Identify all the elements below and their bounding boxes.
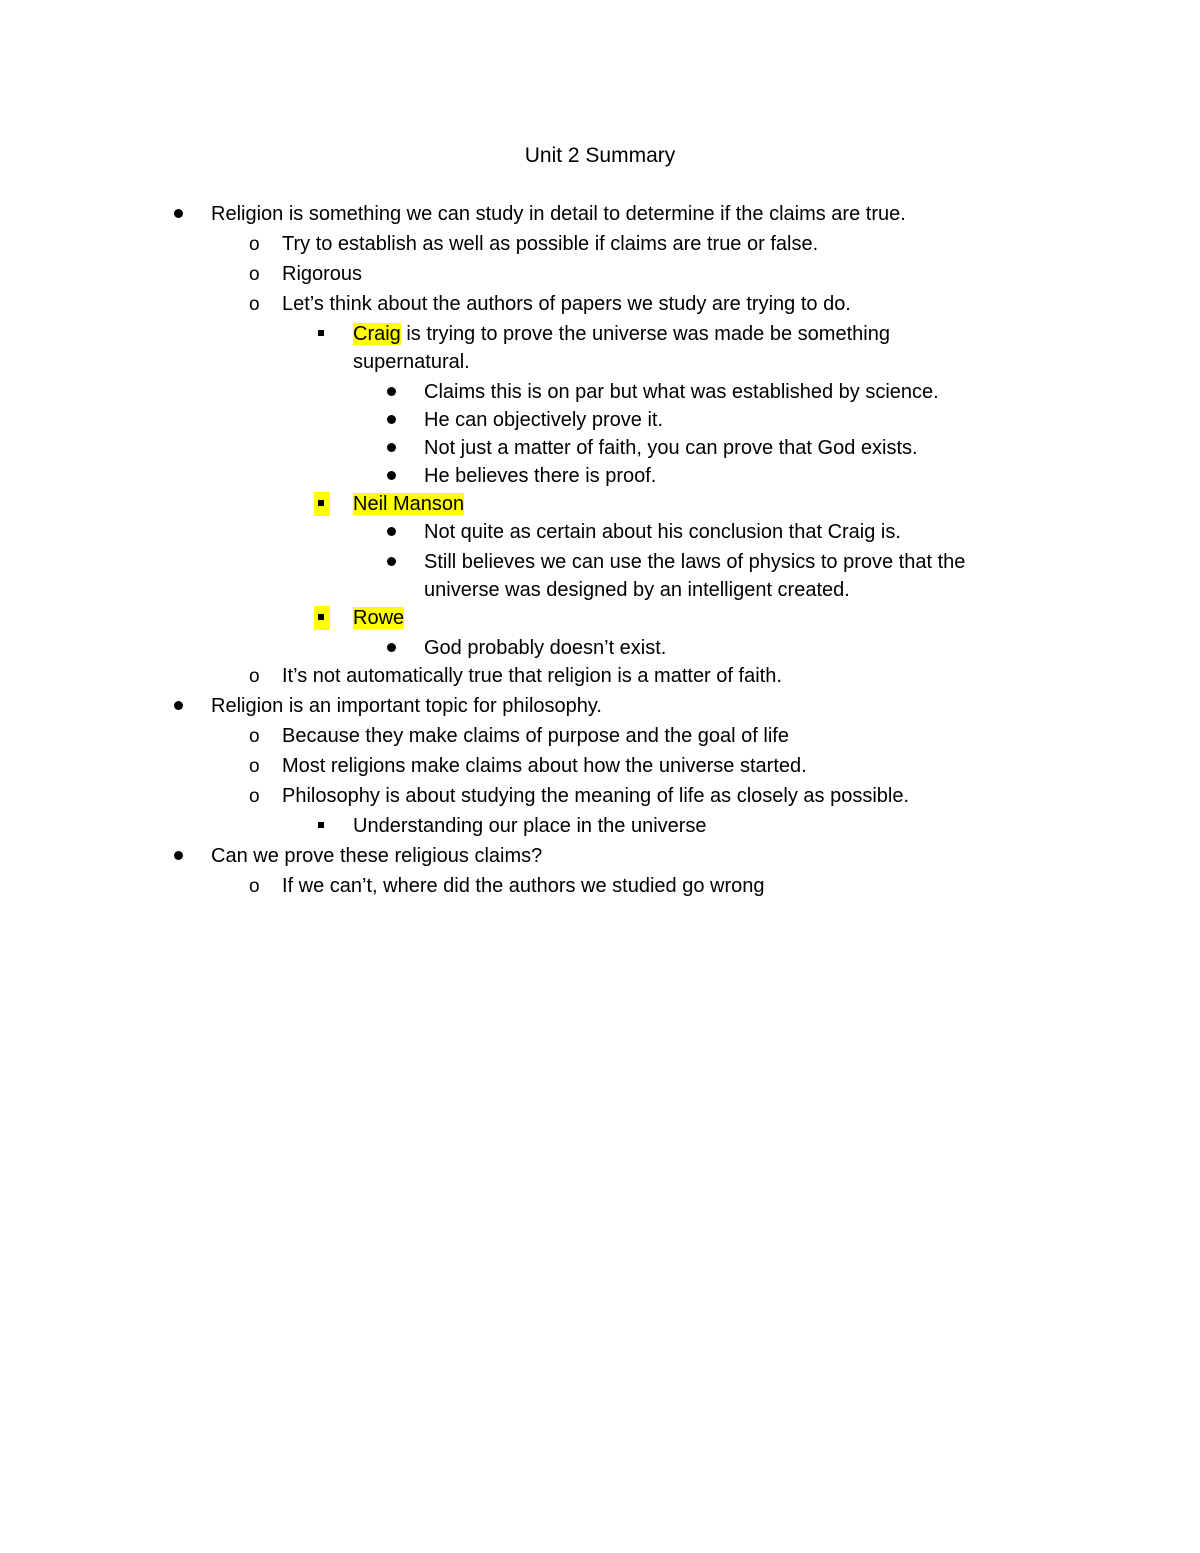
list-item: o Try to establish as well as possible if claims are true or false. [0, 230, 1200, 258]
list-item: o Because they make claims of purpose and the goal of life [0, 722, 1200, 750]
bullet-dot-icon [387, 634, 396, 662]
outline [0, 200, 1200, 900]
list-item: God probably doesn’t exist. [0, 634, 1200, 662]
bullet-circle-icon: o [249, 756, 260, 777]
list-item-continuation: universe was designed by an intelligent created. [424, 579, 850, 601]
bullet-dot-icon [174, 842, 183, 870]
list-item: Not quite as certain about his conclusion that Craig is. [0, 518, 1200, 546]
list-item: Still believes we can use the laws of physics to prove that the [0, 548, 1200, 576]
list-item: o Most religions make claims about how the universe started. [0, 752, 1200, 780]
bullet-dot-icon [174, 692, 183, 720]
bullet-square-icon [318, 320, 324, 348]
bullet-circle-icon: o [249, 876, 260, 897]
highlighted-name: Craig [353, 323, 401, 345]
highlighted-name: Neil Manson [353, 493, 465, 515]
bullet-circle-icon: o [249, 294, 260, 315]
list-item [0, 604, 1200, 632]
bullet-circle-icon: o [249, 726, 260, 747]
list-item: He can objectively prove it. [0, 406, 1200, 434]
list-item: o If we can’t, where did the authors we studied go wrong [0, 872, 1200, 900]
bullet-square-icon [318, 812, 324, 840]
bullet-circle-icon: o [249, 264, 260, 285]
list-item: Can we prove these religious claims? [0, 842, 1200, 870]
list-item: o Rigorous [0, 260, 1200, 288]
bullet-circle-icon: o [249, 666, 260, 687]
highlighted-name: Rowe [353, 607, 405, 629]
list-item: Religion is an important topic for philosophy. [0, 692, 1200, 720]
bullet-dot-icon [174, 200, 183, 228]
list-item: He believes there is proof. [0, 462, 1200, 490]
bullet-square-icon [314, 490, 330, 518]
list-item-continuation: supernatural. [353, 351, 470, 373]
bullet-dot-icon [387, 518, 396, 546]
bullet-circle-icon: o [249, 786, 260, 807]
list-item: o Philosophy is about studying the meaning of life as closely as possible. [0, 782, 1200, 810]
bullet-dot-icon [387, 548, 396, 576]
document-title: Unit 2 Summary [524, 144, 676, 167]
list-item: Not just a matter of faith, you can prove that God exists. [0, 434, 1200, 462]
list-item: Religion is something we can study in detail to determine if the claims are true. [0, 200, 1200, 228]
list-item: o It’s not automatically true that religion is a matter of faith. [0, 662, 1200, 690]
list-item [0, 490, 1200, 518]
list-item: Understanding our place in the universe [0, 812, 1200, 840]
bullet-square-icon [314, 604, 330, 632]
bullet-dot-icon [387, 406, 396, 434]
bullet-dot-icon [387, 378, 396, 406]
list-item: Claims this is on par but what was established by science. [0, 378, 1200, 406]
list-item: o Let’s think about the authors of papers we study are trying to do. [0, 290, 1200, 318]
bullet-circle-icon: o [249, 234, 260, 255]
bullet-dot-icon [387, 434, 396, 462]
list-item: Craig is trying to prove the universe was made be something [0, 320, 1200, 348]
bullet-dot-icon [387, 462, 396, 490]
